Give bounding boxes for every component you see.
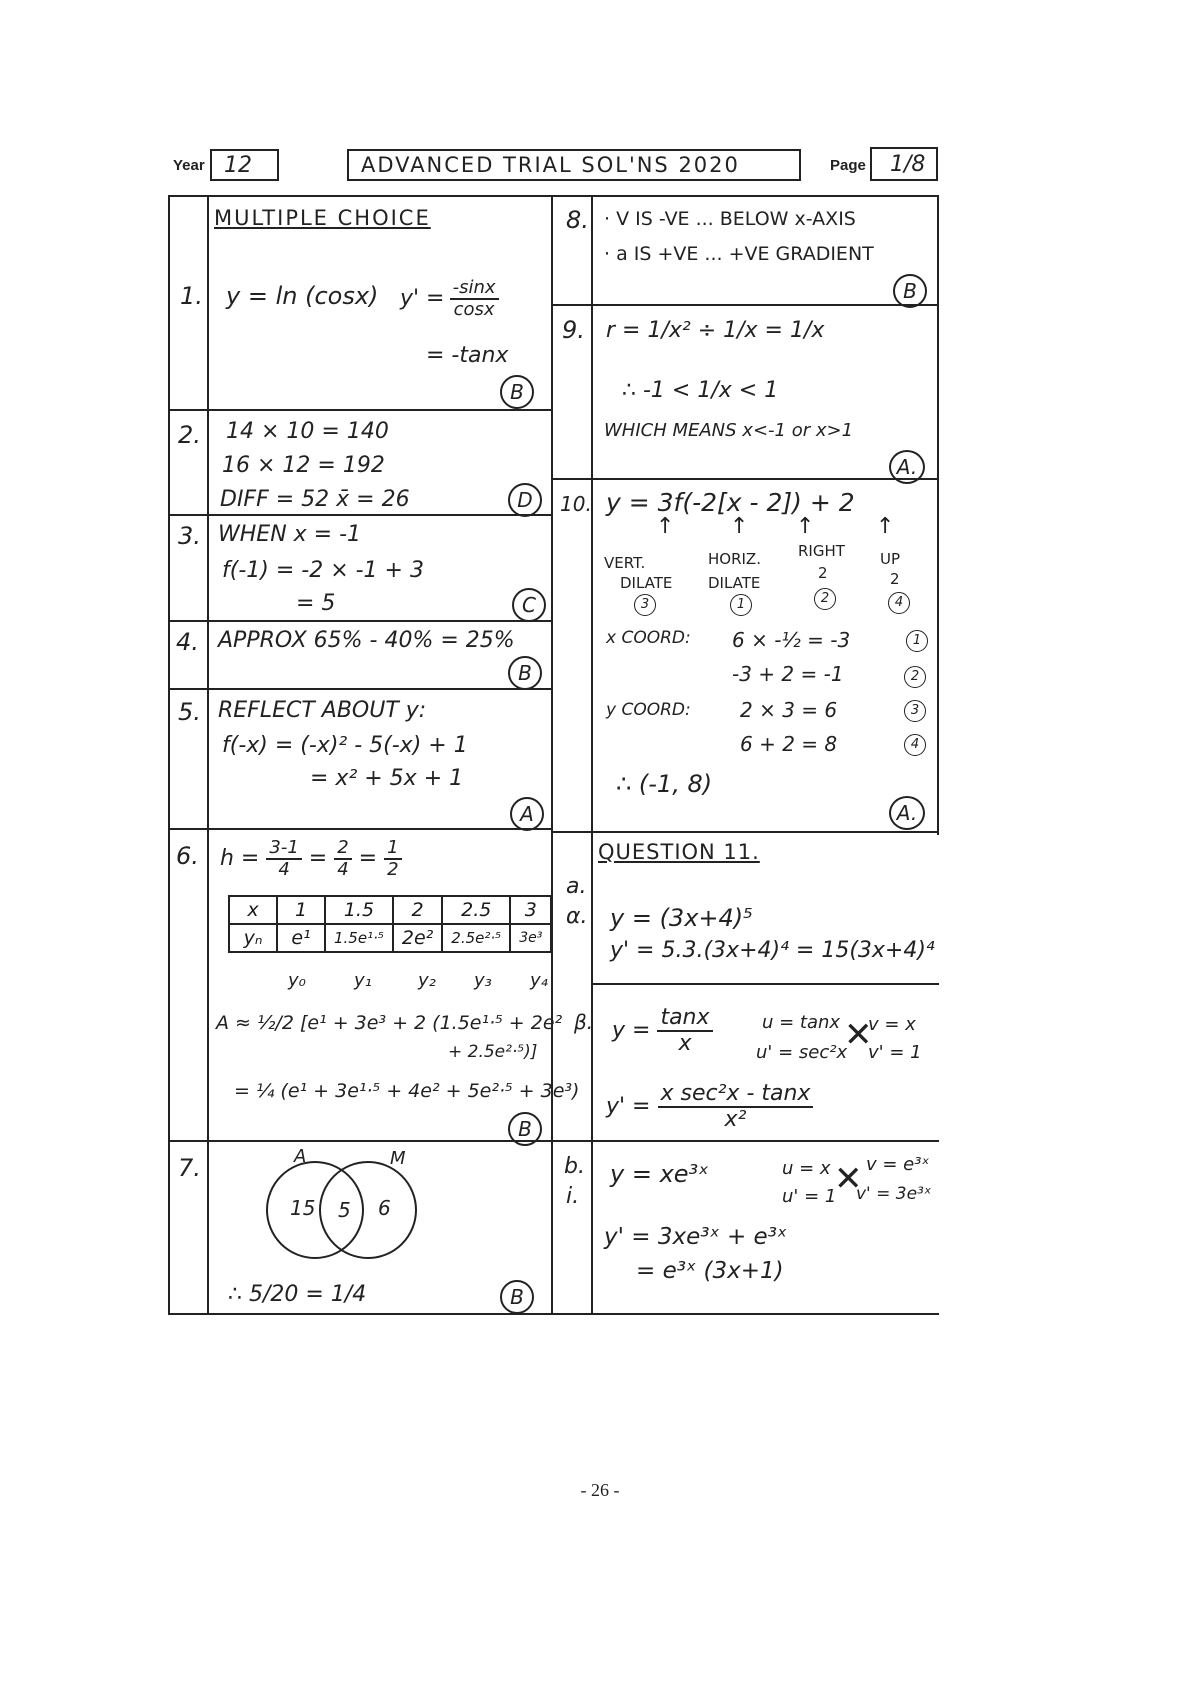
table-row: [229, 924, 551, 952]
year-box: [210, 149, 279, 181]
q2-number: 2.: [178, 421, 201, 449]
q7-both: 5: [338, 1198, 351, 1222]
q11c-line2: y' = 3xe³ˣ + e³ˣ: [604, 1224, 788, 1250]
q10-ann1-step: 3: [634, 594, 656, 616]
separator-q1: [168, 409, 551, 411]
q6-area-line2: + 2.5e²·⁵)]: [448, 1042, 538, 1062]
q6-area-line1: A ≈ ½/2 [e¹ + 3e³ + 2 (1.5e¹·⁵ + 2e²: [216, 1012, 563, 1034]
table-cell: 2.5e²·⁵: [442, 924, 510, 952]
q4-line1: APPROX 65% - 40% = 25%: [218, 628, 515, 653]
q6-h-frac2-bottom: 4: [337, 858, 349, 880]
q11-part-alpha: α.: [566, 904, 588, 929]
q3-line2: f(-1) = -2 × -1 + 3: [222, 558, 424, 583]
q2-answer: D: [508, 483, 542, 517]
q11c-line1: y = xe³ˣ: [610, 1160, 709, 1188]
q11b-u: u = tanx: [762, 1012, 841, 1033]
q6-h-frac3-bottom: 2: [387, 858, 399, 880]
page-value: 1/8: [890, 152, 926, 177]
q10-answer: A.: [889, 796, 925, 830]
q11b-res-frac: [658, 1082, 814, 1132]
q11c-du: u' = 1: [782, 1186, 837, 1207]
table-cell: yₙ: [229, 924, 277, 952]
q6-h-frac3: [384, 838, 401, 880]
q2-line1: 14 × 10 = 140: [226, 419, 389, 444]
q4-number: 4.: [176, 628, 199, 656]
table-cell: 3e³: [510, 924, 551, 952]
q7-answer: B: [500, 1280, 534, 1314]
q1-deriv-lhs: y' =: [400, 285, 445, 311]
q10-ann1-b: DILATE: [620, 574, 673, 592]
q10-result: ∴ (-1, 8): [616, 770, 713, 798]
q8-line2: · a IS +VE ... +VE GRADIENT: [604, 243, 874, 265]
q9-line3: WHICH MEANS x<-1 or x>1: [604, 420, 854, 441]
right-border: [937, 195, 939, 835]
q11b-eq-frac-bottom: x: [678, 1031, 692, 1057]
q6-y3-label: y₃: [474, 970, 492, 991]
cross-multiply-icon: ✕: [834, 1159, 863, 1199]
table-cell: e¹: [277, 924, 325, 952]
q5-number: 5.: [178, 698, 201, 726]
q6-y2-label: y₂: [418, 970, 436, 991]
q11-part-beta: β.: [574, 1010, 594, 1034]
q11b-v: v = x: [868, 1014, 916, 1035]
separator-q3: [168, 620, 551, 622]
q4-answer: B: [508, 656, 542, 690]
q1-frac-top: -sinx: [450, 278, 499, 300]
separator-q5: [168, 828, 551, 830]
table-cell: 3: [510, 896, 551, 924]
q6-h-frac3-top: 1: [384, 838, 401, 860]
q6-y0-label: y₀: [288, 970, 306, 991]
separator-q6: [168, 1140, 551, 1142]
q8-answer: B: [893, 274, 927, 308]
table-cell: 1.5e¹·⁵: [325, 924, 393, 952]
q9-line2: ∴ -1 < 1/x < 1: [622, 378, 779, 403]
q8-line1: · V IS -VE ... BELOW x-AXIS: [604, 208, 856, 230]
q10-ann2-a: HORIZ.: [708, 550, 761, 568]
venn-circle-m: [320, 1162, 416, 1258]
q6-y1-label: y₁: [354, 970, 372, 991]
q8-number: 8.: [566, 206, 589, 234]
separator-q10: [551, 831, 939, 833]
q10-ann4-step: 4: [888, 592, 910, 614]
year-value: 12: [224, 153, 252, 178]
q7-only-m: 6: [378, 1196, 391, 1220]
q11b-eq-frac: [657, 1006, 712, 1056]
separator-q8: [551, 304, 939, 306]
q3-line3: = 5: [296, 591, 336, 616]
q7-set-m-label: M: [390, 1148, 406, 1169]
q7-number: 7.: [178, 1154, 201, 1182]
q11b-eq-lhs: y =: [612, 1018, 651, 1044]
q10-ann4-a: UP: [880, 550, 901, 568]
q6-area-line3: = ¼ (e¹ + 3e¹·⁵ + 4e² + 5e²·⁵ + 3e³): [234, 1080, 580, 1102]
q10-xcoord-line2: -3 + 2 = -1: [732, 662, 844, 686]
q11c-line3: = e³ˣ (3x+1): [636, 1258, 784, 1284]
q1-number: 1.: [180, 282, 203, 310]
q11b-res-lhs: y' =: [606, 1094, 651, 1120]
q10-xcoord-label: x COORD:: [606, 628, 691, 648]
arrow-up-icon: ↑: [730, 514, 749, 539]
q11b-equation: [612, 1006, 713, 1056]
q6-h-equation: [220, 838, 402, 880]
table-cell: 2: [393, 896, 442, 924]
q3-answer: C: [512, 588, 546, 622]
q1-fraction: [450, 278, 499, 320]
page-title: ADVANCED TRIAL SOL'NS 2020: [361, 153, 740, 177]
q10-ann3-b: 2: [818, 564, 828, 582]
q10-ann2-step: 1: [730, 594, 752, 616]
q6-h-frac1-bottom: 4: [278, 858, 290, 880]
q11c-v: v = e³ˣ: [866, 1154, 930, 1175]
table-cell: x: [229, 896, 277, 924]
table-cell: 2e²: [393, 924, 442, 952]
q11c-u: u = x: [782, 1158, 831, 1179]
q6-h-frac2-top: 2: [334, 838, 351, 860]
q9-answer: A.: [889, 450, 925, 484]
q10-ycoord-line2: 6 + 2 = 8: [740, 732, 838, 756]
q7-set-a-label: A: [294, 1146, 307, 1167]
q6-h-frac2: [334, 838, 351, 880]
table-cell: 1.5: [325, 896, 393, 924]
q6-h-eq2: =: [358, 845, 378, 871]
page-box: [870, 147, 938, 181]
table-cell: 1: [277, 896, 325, 924]
q5-line2: f(-x) = (-x)² - 5(-x) + 1: [222, 733, 468, 758]
q3-line1: WHEN x = -1: [218, 522, 362, 547]
q1-answer: B: [500, 375, 534, 409]
q5-answer: A: [510, 797, 544, 831]
q6-h-frac1-top: 3-1: [266, 838, 301, 860]
q11b-du: u' = sec²x: [756, 1042, 848, 1063]
q2-line3: DIFF = 52 x̄ = 26: [220, 487, 410, 512]
separator-q11b: [551, 1140, 939, 1142]
arrow-up-icon: ↑: [876, 514, 895, 539]
q11b-dv: v' = 1: [868, 1042, 922, 1063]
q11b-result: [606, 1082, 813, 1132]
multiple-choice-heading: MULTIPLE CHOICE: [214, 206, 431, 230]
q6-number: 6.: [176, 842, 199, 870]
question-11-heading: QUESTION 11.: [598, 840, 760, 864]
q10-ann2-b: DILATE: [708, 574, 761, 592]
q11c-dv: v' = 3e³ˣ: [856, 1184, 932, 1204]
year-label: Year: [173, 157, 205, 174]
separator-q4: [168, 688, 551, 690]
q11-part-a: a.: [566, 874, 587, 899]
q10-ycoord-line1: 2 × 3 = 6: [740, 698, 838, 722]
cross-multiply-icon: ✕: [844, 1015, 873, 1055]
q10-yc1-step: 3: [904, 700, 926, 722]
q9-line1: r = 1/x² ÷ 1/x = 1/x: [606, 318, 825, 343]
table-row: [229, 896, 551, 924]
q10-xc2-step: 2: [904, 666, 926, 688]
q1-line1: y = ln (cosx): [226, 282, 379, 310]
q11a-line2: y' = 5.3.(3x+4)⁴ = 15(3x+4)⁴: [610, 938, 935, 963]
q10-ann1-a: VERT.: [604, 554, 646, 572]
q1-frac-bottom: cosx: [453, 298, 495, 320]
arrow-up-icon: ↑: [796, 514, 815, 539]
separator-q2: [168, 514, 551, 516]
q10-ycoord-label: y COORD:: [606, 700, 691, 720]
q10-xc1-step: 1: [906, 630, 928, 652]
q9-number: 9.: [562, 316, 585, 344]
arrow-up-icon: ↑: [656, 514, 675, 539]
q6-h-frac1: [266, 838, 301, 880]
q5-line3: = x² + 5x + 1: [310, 766, 464, 791]
q10-ann3-a: RIGHT: [798, 542, 845, 560]
table-cell: 2.5: [442, 896, 510, 924]
q6-trapezoid-table: [228, 895, 552, 953]
q10-xcoord-line1: 6 × -½ = -3: [732, 628, 851, 652]
separator-q11a: [591, 983, 939, 985]
q10-number: 10.: [560, 492, 592, 516]
q11b-eq-frac-top: tanx: [657, 1006, 712, 1032]
q6-h-lhs: h =: [220, 845, 260, 871]
q1-derivative: [400, 278, 499, 320]
q10-yc2-step: 4: [904, 734, 926, 756]
q6-h-eq1: =: [308, 845, 328, 871]
q11-part-i: i.: [566, 1184, 580, 1209]
q6-answer: B: [508, 1112, 542, 1146]
q10-equation: y = 3f(-2[x - 2]) + 2: [606, 488, 855, 517]
page-number: - 26 -: [580, 1480, 620, 1500]
q5-line1: REFLECT ABOUT y:: [218, 698, 427, 723]
q1-line3: = -tanx: [426, 343, 509, 368]
q11b-res-frac-top: x sec²x - tanx: [658, 1082, 814, 1108]
page-label: Page: [830, 157, 866, 174]
q6-y4-label: y₄: [530, 970, 548, 991]
right-number-column-line: [591, 195, 593, 1315]
q11a-line1: y = (3x+4)⁵: [610, 904, 753, 932]
left-number-column-line: [207, 195, 209, 1315]
q3-number: 3.: [178, 522, 201, 550]
q11b-res-frac-bottom: x²: [724, 1107, 747, 1133]
q10-ann3-step: 2: [814, 588, 836, 610]
q11-part-b: b.: [564, 1154, 585, 1179]
separator-q9: [551, 478, 939, 480]
q7-only-a: 15: [290, 1196, 316, 1220]
title-box: [347, 149, 801, 181]
q2-line2: 16 × 12 = 192: [222, 453, 385, 478]
q7-line1: ∴ 5/20 = 1/4: [228, 1282, 367, 1307]
center-divider: [551, 195, 553, 1315]
q10-ann4-b: 2: [890, 570, 900, 588]
